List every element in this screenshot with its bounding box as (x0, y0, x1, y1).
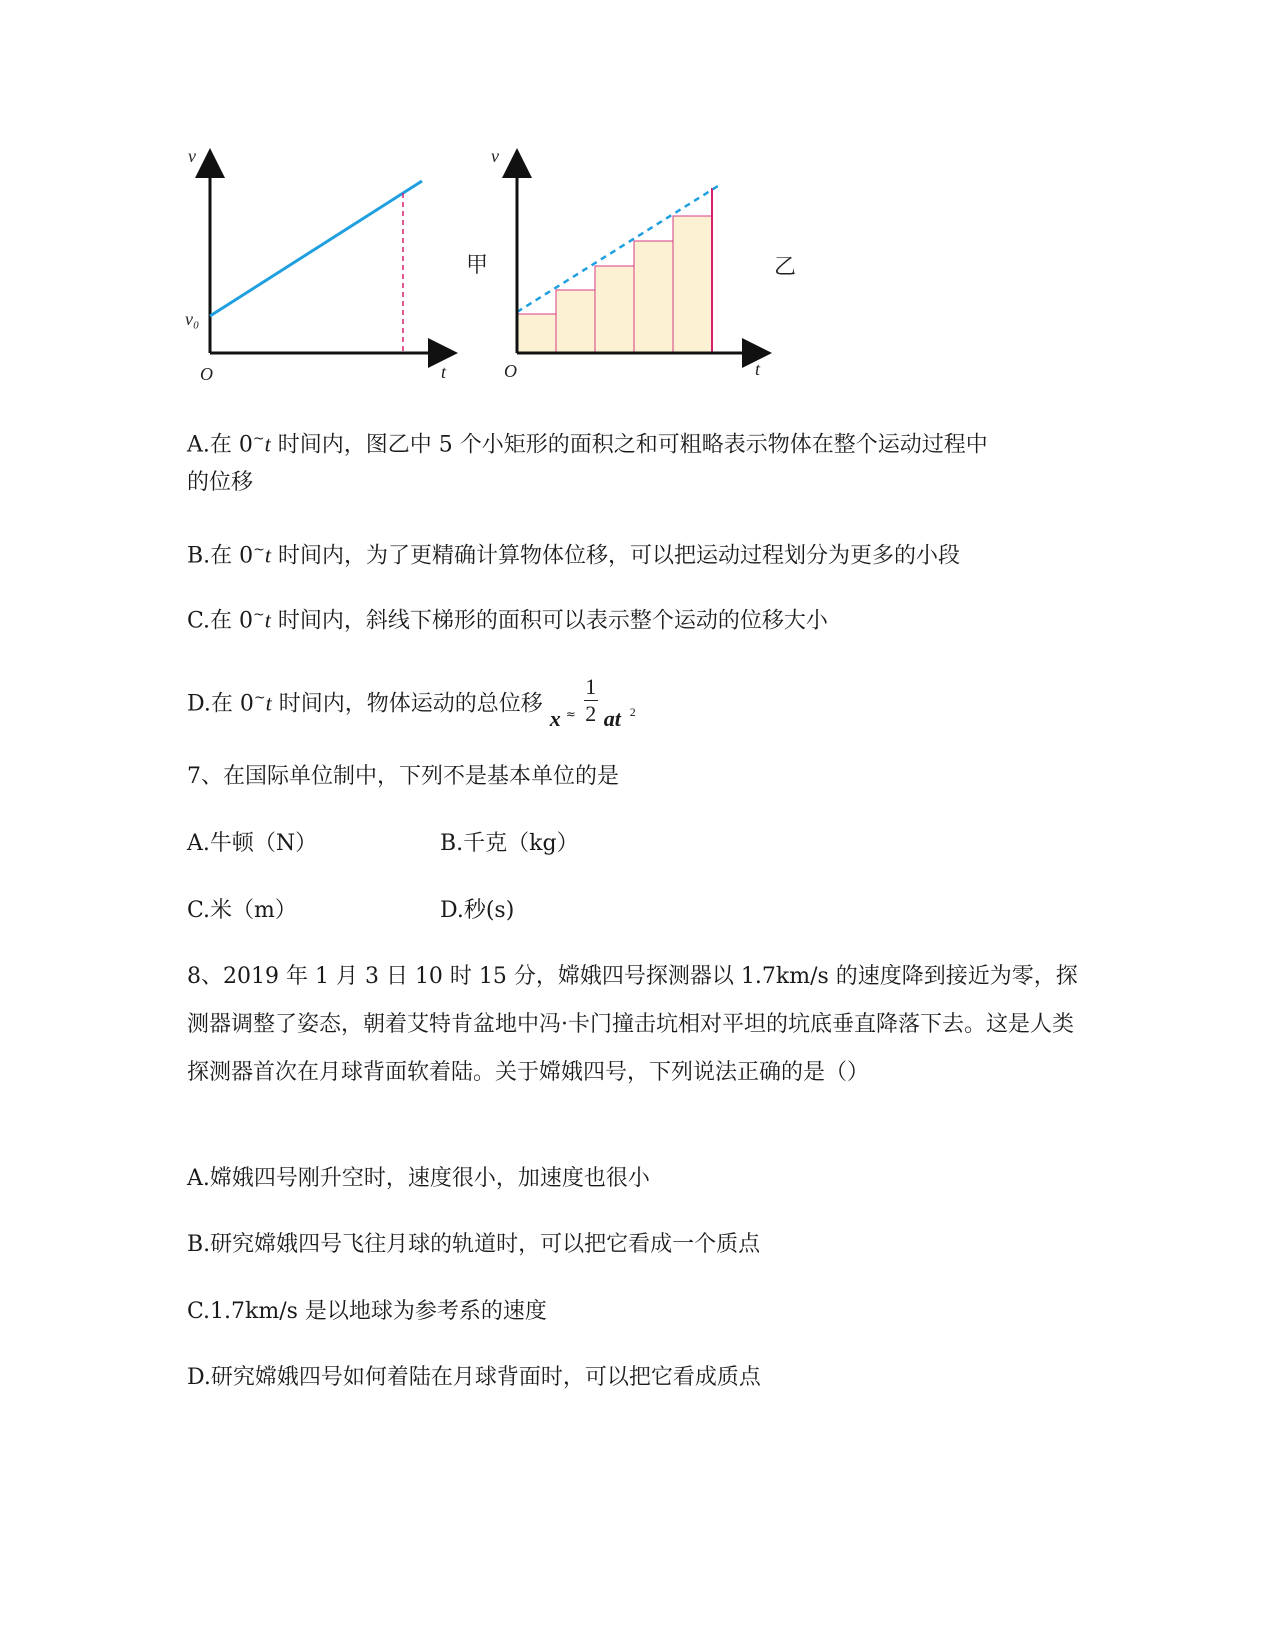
q7-option-b: B.千克（kg） (440, 831, 579, 856)
q8-option-c: C.1.7km/s 是以地球为参考系的速度 (187, 1299, 547, 1324)
formula-numerator: 1 (585, 674, 597, 700)
q8-stem: 8、2019 年 1 月 3 日 10 时 15 分，嫦娥四号探测器以 1.7km/s 的速度降到接近为零，探测器调整了姿态，朝着艾特肯盆地中冯·卡门撞击坑相对平坦的坑底垂直降落下去。这是人类探测器首次在月球背面软着陆。关于嫦娥四号，下列说法正确的是（） (187, 964, 1078, 1085)
q6-c-t: t (264, 607, 271, 633)
jia-origin-label: O (200, 364, 213, 384)
jia-caption: 甲 (466, 253, 489, 278)
q7-option-d: D.秒(s) (440, 898, 515, 923)
q7-stem: 7、在国际单位制中，下列不是基本单位的是 (187, 764, 619, 789)
jia-v-label: v (188, 146, 196, 166)
graph-yi (491, 146, 766, 381)
yi-rect-2 (556, 290, 595, 353)
q6-d-pre: D.在 0 (187, 691, 254, 717)
q8-option-d: D.研究嫦娥四号如何着陆在月球背面时，可以把它看成质点 (187, 1365, 761, 1390)
graph-jia (185, 146, 452, 384)
q6-a-t: t (264, 431, 271, 457)
q6-d-post: 时间内，物体运动的总位移 (271, 691, 543, 717)
yi-t-label: t (755, 359, 761, 379)
vt-figure (170, 140, 850, 410)
q6-d-t: t (265, 690, 272, 716)
q7-option-a: A.牛顿（N） (187, 831, 318, 856)
yi-rect-4 (634, 241, 673, 353)
q8-option-a: A.嫦娥四号刚升空时，速度很小，加速度也很小 (187, 1166, 650, 1191)
q6-c-pre: C.在 0 (187, 608, 254, 634)
q7-option-c: C.米（m） (187, 898, 297, 923)
displacement-formula (550, 674, 650, 734)
formula-at: at (603, 706, 621, 732)
formula-exponent: 2 (629, 705, 636, 720)
q6-b-pre: B.在 0 (187, 543, 254, 569)
jia-t-label: t (441, 362, 447, 382)
yi-caption: 乙 (774, 255, 797, 280)
yi-rect-1 (517, 314, 556, 353)
yi-origin-label: O (504, 361, 517, 381)
q6-a-pre: A.在 0 (187, 432, 253, 458)
jia-velocity-line (210, 181, 422, 316)
formula-fraction (584, 674, 598, 727)
vt-graphs-svg (170, 140, 850, 410)
q8-option-b: B.研究嫦娥四号飞往月球的轨道时，可以把它看成一个质点 (187, 1232, 761, 1257)
formula-x: x (549, 706, 561, 732)
q6-option-a-line2: 的位移 (187, 470, 254, 495)
yi-rect-5 (673, 216, 712, 353)
q6-option-c: C.在 0~t 时间内，斜线下梯形的面积可以表示整个运动的位移大小 (187, 607, 828, 634)
formula-approx: ≈ (565, 707, 576, 722)
formula-denominator: 2 (585, 701, 597, 727)
yi-rect-3 (595, 266, 634, 353)
q6-c-post: 时间内，斜线下梯形的面积可以表示整个运动的位移大小 (270, 608, 828, 634)
q6-option-b: B.在 0~t 时间内，为了更精确计算物体位移，可以把运动过程划分为更多的小段 (187, 542, 961, 569)
q6-a-post: 时间内，图乙中 5 个小矩形的面积之和可粗略表示物体在整个运动过程中 (270, 432, 988, 458)
jia-v0-label: v₀ (185, 309, 200, 329)
q6-b-post: 时间内，为了更精确计算物体位移，可以把运动过程划分为更多的小段 (271, 543, 961, 569)
q6-option-a-line1: A.在 0~t 时间内，图乙中 5 个小矩形的面积之和可粗略表示物体在整个运动过程中 (187, 431, 988, 458)
q6-option-d: D.在 0~t 时间内，物体运动的总位移 x ≈ 1 2 at 2 (187, 668, 650, 728)
yi-v-label: v (491, 146, 499, 166)
q6-b-t: t (264, 542, 272, 568)
